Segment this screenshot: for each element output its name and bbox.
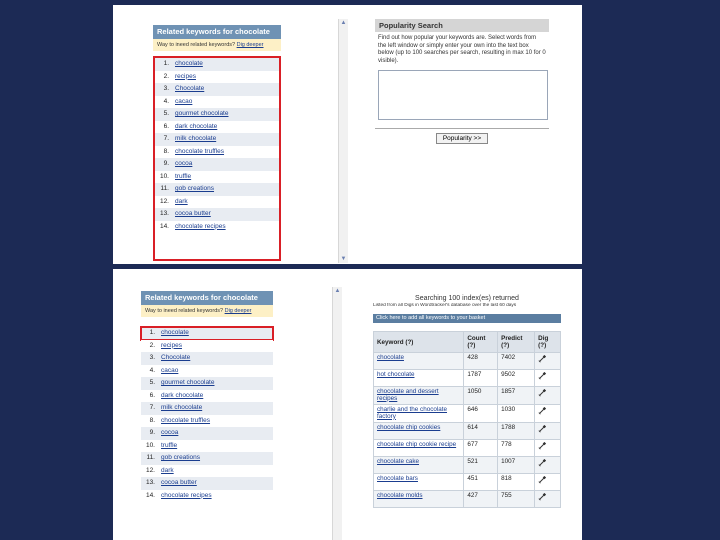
item-number: 12. bbox=[145, 466, 155, 474]
keyword-list bbox=[141, 327, 273, 502]
keyword-link[interactable]: cocoa butter bbox=[175, 210, 211, 217]
related-keywords-panel bbox=[141, 291, 273, 539]
item-number: 8. bbox=[149, 416, 155, 424]
dig-deeper-link[interactable]: Dig deeper bbox=[236, 42, 264, 48]
keyword-link[interactable]: chocolate bbox=[377, 354, 404, 361]
keyword-link[interactable]: dark bbox=[161, 466, 174, 474]
item-number: 4. bbox=[149, 366, 155, 374]
keyword-link[interactable]: cocoa bbox=[161, 429, 179, 436]
shovel-icon[interactable] bbox=[538, 476, 546, 484]
keyword-link[interactable]: truffle bbox=[175, 172, 192, 180]
keyword-link[interactable]: recipes bbox=[161, 341, 182, 349]
item-number: 14. bbox=[159, 222, 169, 230]
predict-cell: 1007 bbox=[498, 457, 535, 474]
keyword-link[interactable]: recipes bbox=[175, 72, 196, 80]
list-item bbox=[155, 196, 279, 209]
item-number: 3. bbox=[149, 354, 155, 361]
count-cell: 428 bbox=[464, 353, 498, 370]
predict-cell: 818 bbox=[498, 474, 535, 491]
shovel-icon[interactable] bbox=[538, 459, 546, 467]
list-item bbox=[155, 158, 279, 171]
keyword-link[interactable]: dark bbox=[175, 197, 188, 205]
item-number: 1. bbox=[163, 60, 169, 67]
count-cell: 521 bbox=[464, 457, 498, 474]
item-number: 7. bbox=[149, 404, 155, 411]
keyword-link[interactable]: cacao bbox=[161, 366, 179, 374]
list-item bbox=[141, 477, 273, 490]
list-item bbox=[141, 377, 273, 390]
item-number: 12. bbox=[159, 197, 169, 205]
scrollbar[interactable] bbox=[332, 287, 342, 540]
results-description: Listed from all Digs in Wordtracker's database over the last 60 days bbox=[373, 303, 517, 308]
table-row bbox=[374, 457, 561, 474]
keyword-link[interactable]: dark chocolate bbox=[175, 122, 218, 130]
dig-prompt: Way to ineed related keywords? bbox=[145, 308, 224, 314]
keyword-link[interactable]: chocolate and dessert recipes bbox=[377, 388, 439, 402]
col-dig[interactable]: Dig (?) bbox=[535, 332, 561, 353]
keyword-link[interactable]: truffle bbox=[161, 441, 178, 449]
list-item bbox=[155, 146, 279, 159]
keyword-link[interactable]: hot chocolate bbox=[377, 371, 415, 378]
keyword-link[interactable]: chocolate recipes bbox=[161, 491, 212, 499]
keyword-link[interactable]: milk chocolate bbox=[175, 135, 217, 142]
dig-cell bbox=[535, 440, 561, 457]
add-all-bar[interactable]: Click here to add all keywords to your basket bbox=[373, 314, 561, 323]
predict-cell: 1857 bbox=[498, 387, 535, 405]
dig-cell bbox=[535, 387, 561, 405]
list-item bbox=[155, 121, 279, 134]
item-number: 3. bbox=[163, 85, 169, 92]
keyword-link[interactable]: chocolate cake bbox=[377, 458, 420, 465]
scrollbar[interactable] bbox=[338, 19, 348, 263]
table-row bbox=[374, 370, 561, 387]
shovel-icon[interactable] bbox=[538, 493, 546, 501]
list-item bbox=[141, 440, 273, 453]
results-title: Searching 100 index(es) returned bbox=[415, 295, 519, 302]
predict-cell: 1788 bbox=[498, 423, 535, 440]
item-number: 11. bbox=[160, 185, 169, 192]
dig-deeper-link[interactable]: Dig deeper bbox=[224, 308, 252, 314]
count-cell: 427 bbox=[464, 491, 498, 508]
list-item bbox=[155, 71, 279, 84]
keyword-list-highlight bbox=[153, 56, 281, 261]
predict-cell: 778 bbox=[498, 440, 535, 457]
list-item bbox=[141, 365, 273, 378]
keyword-link[interactable]: chocolate bbox=[161, 329, 189, 336]
item-number: 4. bbox=[163, 97, 169, 105]
list-item bbox=[141, 465, 273, 478]
list-item bbox=[141, 352, 273, 365]
table-row bbox=[374, 353, 561, 370]
dig-cell bbox=[535, 457, 561, 474]
keyword-cell bbox=[374, 457, 464, 474]
keyword-cell bbox=[374, 423, 464, 440]
table-row bbox=[374, 474, 561, 491]
shovel-icon[interactable] bbox=[538, 372, 546, 380]
dig-cell bbox=[535, 370, 561, 387]
item-number: 5. bbox=[163, 110, 169, 117]
col-keyword[interactable]: Keyword (?) bbox=[374, 332, 464, 353]
popularity-button[interactable]: Popularity >> bbox=[436, 133, 488, 144]
shovel-icon[interactable] bbox=[538, 355, 546, 363]
list-item-highlighted bbox=[141, 327, 273, 340]
item-number: 9. bbox=[163, 160, 169, 167]
keyword-link[interactable]: chocolate bbox=[175, 60, 203, 67]
keyword-link[interactable]: Chocolate bbox=[175, 85, 205, 92]
keyword-link[interactable]: milk chocolate bbox=[161, 404, 203, 411]
keyword-link[interactable]: Chocolate bbox=[161, 354, 191, 361]
predict-cell: 7402 bbox=[498, 353, 535, 370]
list-item bbox=[155, 183, 279, 196]
results-table bbox=[373, 331, 561, 508]
list-item bbox=[155, 171, 279, 184]
scroll-up-icon[interactable]: ▲ bbox=[334, 288, 341, 294]
list-item bbox=[155, 108, 279, 121]
item-number: 5. bbox=[149, 379, 155, 386]
keyword-link[interactable]: dark chocolate bbox=[161, 391, 204, 399]
list-item bbox=[141, 415, 273, 428]
item-number: 6. bbox=[163, 122, 169, 130]
divider bbox=[375, 128, 549, 129]
list-item bbox=[141, 452, 273, 465]
keyword-link[interactable]: chocolate chip cookies bbox=[377, 424, 441, 431]
item-number: 13. bbox=[159, 210, 169, 217]
shovel-icon[interactable] bbox=[538, 425, 546, 433]
count-cell: 1050 bbox=[464, 387, 498, 405]
screenshot-keyword-results bbox=[113, 269, 582, 540]
dig-cell bbox=[535, 491, 561, 508]
keyword-link[interactable]: chocolate truffles bbox=[161, 416, 211, 424]
keyword-cell bbox=[374, 370, 464, 387]
count-cell: 1787 bbox=[464, 370, 498, 387]
popularity-instructions: Find out how popular your keywords are. Select words from the left window or simply enter your own into the text box below (up to 100 searches per search, resulting in max 10 for 0 visible). bbox=[378, 35, 546, 64]
item-number: 14. bbox=[145, 491, 155, 499]
keyword-cell bbox=[374, 353, 464, 370]
list-item bbox=[155, 58, 279, 71]
table-row bbox=[374, 491, 561, 508]
keyword-cell bbox=[374, 387, 464, 405]
list-item bbox=[155, 96, 279, 109]
count-cell: 677 bbox=[464, 440, 498, 457]
panel-subtitle bbox=[153, 39, 281, 51]
keyword-link[interactable]: chocolate truffles bbox=[175, 147, 225, 155]
keyword-cell bbox=[374, 474, 464, 491]
col-predict[interactable]: Predict (?) bbox=[498, 332, 535, 353]
list-item bbox=[141, 490, 273, 503]
keyword-link[interactable]: chocolate molds bbox=[377, 492, 423, 499]
list-item bbox=[141, 402, 273, 415]
predict-cell: 1030 bbox=[498, 405, 535, 423]
list-item bbox=[155, 221, 279, 234]
keyword-link[interactable]: cocoa butter bbox=[161, 479, 197, 486]
table-row bbox=[374, 423, 561, 440]
list-item bbox=[141, 340, 273, 353]
item-number: 11. bbox=[146, 454, 155, 461]
table-row bbox=[374, 440, 561, 457]
shovel-icon[interactable] bbox=[538, 442, 546, 450]
keyword-link[interactable]: cocoa bbox=[175, 160, 193, 167]
item-number: 9. bbox=[149, 429, 155, 436]
item-number: 10. bbox=[159, 172, 169, 180]
shovel-icon[interactable] bbox=[538, 407, 546, 415]
popularity-search-box bbox=[375, 19, 549, 144]
shovel-icon[interactable] bbox=[538, 389, 546, 397]
dig-cell bbox=[535, 405, 561, 423]
related-keywords-panel bbox=[153, 25, 281, 261]
table-row bbox=[374, 405, 561, 423]
item-number: 1. bbox=[149, 329, 155, 336]
dig-prompt: Way to ineed related keywords? bbox=[157, 42, 236, 48]
list-item bbox=[141, 390, 273, 403]
list-item bbox=[155, 133, 279, 146]
list-item bbox=[155, 83, 279, 96]
item-number: 8. bbox=[163, 147, 169, 155]
item-number: 2. bbox=[163, 72, 169, 80]
keyword-cell bbox=[374, 405, 464, 423]
keyword-cell bbox=[374, 440, 464, 457]
keyword-link[interactable]: gob creations bbox=[161, 454, 201, 461]
item-number: 7. bbox=[163, 135, 169, 142]
keyword-link[interactable]: chocolate bars bbox=[377, 475, 418, 482]
col-count[interactable]: Count (?) bbox=[464, 332, 498, 353]
keyword-link[interactable]: gourmet chocolate bbox=[161, 379, 215, 386]
count-cell: 614 bbox=[464, 423, 498, 440]
list-item bbox=[141, 427, 273, 440]
dig-cell bbox=[535, 474, 561, 491]
screenshot-keyword-popularity bbox=[113, 5, 582, 264]
predict-cell: 755 bbox=[498, 491, 535, 508]
keyword-link[interactable]: charlie and the chocolate factory bbox=[377, 406, 448, 420]
dig-cell bbox=[535, 353, 561, 370]
panel-title: Related keywords for chocolate bbox=[141, 291, 273, 305]
scroll-up-icon[interactable]: ▲ bbox=[340, 20, 347, 26]
item-number: 13. bbox=[145, 479, 155, 486]
popularity-textarea[interactable] bbox=[378, 70, 548, 120]
count-cell: 646 bbox=[464, 405, 498, 423]
keyword-cell bbox=[374, 491, 464, 508]
keyword-link[interactable]: chocolate chip cookie recipe bbox=[377, 441, 457, 448]
popularity-title: Popularity Search bbox=[375, 19, 549, 32]
scroll-down-icon[interactable]: ▼ bbox=[340, 256, 347, 262]
keyword-link[interactable]: gourmet chocolate bbox=[175, 110, 229, 117]
list-item bbox=[155, 208, 279, 221]
keyword-link[interactable]: chocolate recipes bbox=[175, 222, 226, 230]
item-number: 6. bbox=[149, 391, 155, 399]
keyword-link[interactable]: gob creations bbox=[175, 185, 215, 192]
item-number: 2. bbox=[149, 341, 155, 349]
panel-title: Related keywords for chocolate bbox=[153, 25, 281, 39]
predict-cell: 9502 bbox=[498, 370, 535, 387]
item-number: 10. bbox=[145, 441, 155, 449]
panel-subtitle bbox=[141, 305, 273, 317]
keyword-link[interactable]: cacao bbox=[175, 97, 193, 105]
count-cell: 451 bbox=[464, 474, 498, 491]
table-row bbox=[374, 387, 561, 405]
dig-cell bbox=[535, 423, 561, 440]
